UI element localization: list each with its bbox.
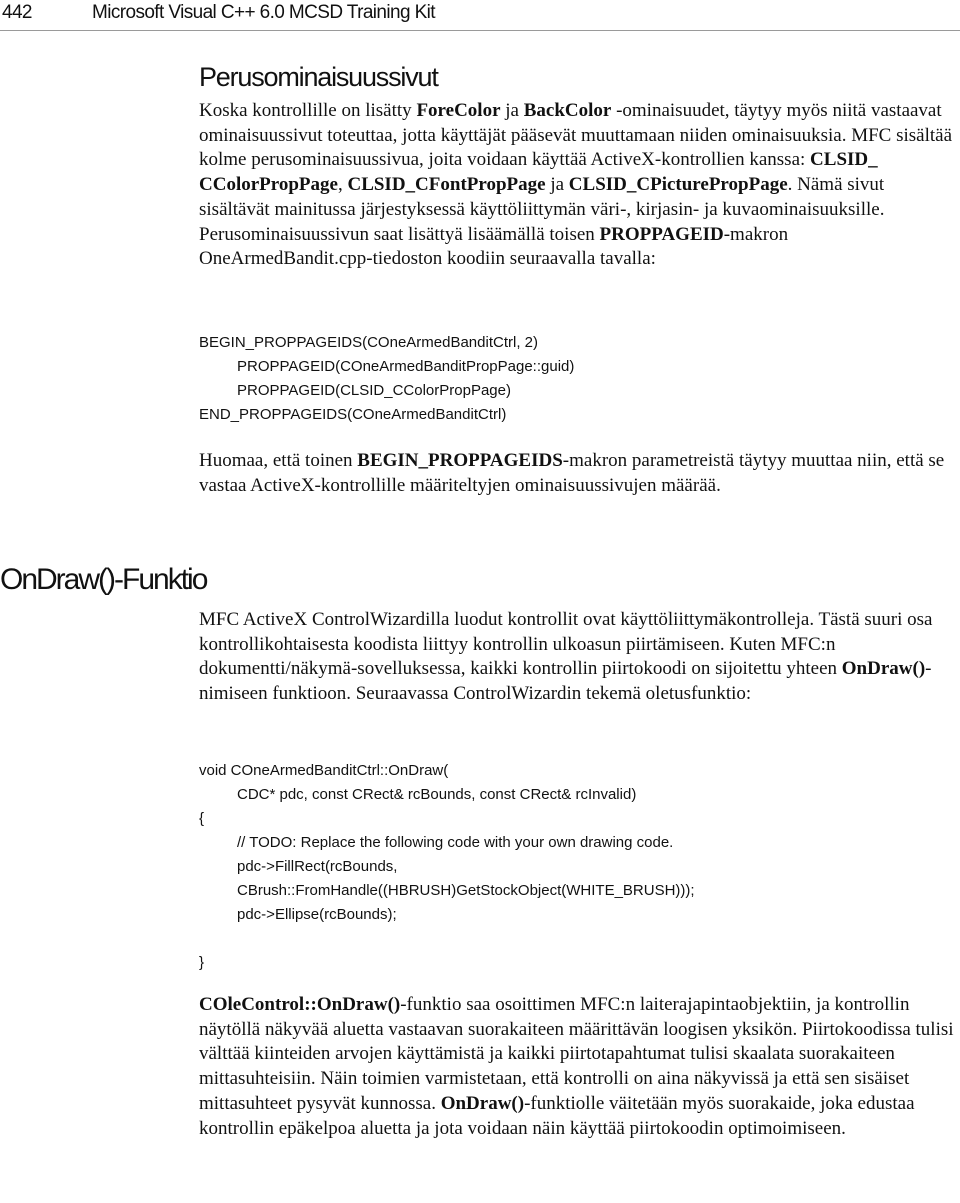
text-run: MFC ActiveX ControlWizardilla luodut kontrollit ovat käyttöliittymäkontrolleja. Tästä suuri osa kontrollikohtaisesta koodista liittyy kontrollin ulkoasun piirtämiseen. Kuten MFC:n dokumentti/näkymä-sovelluksessa, kaikki kontrollin piirtokoodi on sijoitettu yhteen <box>199 609 933 680</box>
text-run: ja <box>500 100 524 121</box>
code-line: PROPPAGEID(CLSID_CColorPropPage) <box>237 382 511 399</box>
section-heading-ondraw: OnDraw()-Funktio <box>0 563 207 596</box>
bold-term: CLSID_ CColorPropPage <box>199 149 878 196</box>
bold-term: OnDraw() <box>841 658 926 680</box>
code-block-ondraw <box>199 759 959 975</box>
bold-term: BackColor <box>523 100 612 121</box>
bold-term: CLSID_CPicturePropPage <box>568 174 788 196</box>
text-run: Koska kontrollille on lisätty <box>199 100 417 121</box>
bold-term: CLSID_CFontPropPage <box>347 174 546 196</box>
text-run: -nimiseen funktioon. Seuraavassa ControlWizardin tekemä oletusfunktio: <box>199 658 932 705</box>
text-run: Huomaa, että toinen <box>199 450 358 471</box>
running-head <box>0 0 960 30</box>
section-heading-property-pages: Perusominaisuussivut <box>199 62 438 92</box>
text-run: -ominaisuudet, täytyy myös niitä vastaavat ominaisuussivut toteuttaa, jotta käyttäjät pääsevät muuttamaan niiden ominaisuuksia. MFC sisältää kolme perusominaisuussivua, joita voidaan käyttää ActiveX-kontrollien kanssa: <box>199 100 952 171</box>
paragraph-ondraw-intro <box>199 608 959 707</box>
text-run: -funktiolle väitetään myös suorakaide, joka edustaa kontrollin epäkelpoa aluetta ja jota voidaan näin käyttää piirtokoodin optimoimiseen. <box>199 1092 915 1139</box>
paragraph-property-pages-note <box>199 449 959 498</box>
bold-term: OnDraw() <box>440 1092 525 1114</box>
text-run: -makron OneArmedBandit.cpp-tiedoston koodiin seuraavalla tavalla: <box>199 223 789 270</box>
paragraph-property-pages-intro <box>199 99 959 272</box>
code-line: { <box>199 810 205 827</box>
bold-term: BEGIN_PROPPAGEIDS <box>357 450 563 471</box>
header-rule <box>0 30 960 31</box>
text-run: -funktio saa osoittimen MFC:n laiterajapintaobjektiin, ja kontrollin näytöllä näkyvää aluetta vastaavan suorakaiteen määrittävän loogisen yksikön. Piirtokoodissa tulisi välttää kiinteiden arvojen käyttämistä ja kaikki piirtotapahtumat tulisi skaalata suorakaiteen mittasuhteisiin. Näin toimien varmistetaan, että kontrolli on aina näkyvissä ja että sen sisäiset mittasuhteet pysyvät kunnossa. <box>199 994 954 1114</box>
code-line: BEGIN_PROPPAGEIDS(COneArmedBanditCtrl, 2) <box>199 334 538 351</box>
text-run: ja <box>545 174 569 196</box>
code-line-blank <box>199 927 959 951</box>
code-line: END_PROPPAGEIDS(COneArmedBanditCtrl) <box>199 406 507 423</box>
book-title: Microsoft Visual C++ 6.0 MCSD Training Kit <box>92 2 435 23</box>
text-run: . Nämä sivut sisältävät mainitussa järjestyksessä käyttöliittymän väri-, kirjasin- ja kuvaominaisuuksille. Perusominaisuussivun saat lisättyä lisäämällä toisen <box>199 174 885 245</box>
code-line: pdc->Ellipse(rcBounds); <box>237 906 397 923</box>
code-line: PROPPAGEID(COneArmedBanditPropPage::guid) <box>237 358 575 375</box>
code-line: CDC* pdc, const CRect& rcBounds, const CRect& rcInvalid) <box>237 786 637 803</box>
code-line: pdc->FillRect(rcBounds, <box>237 858 398 875</box>
text-run: , <box>337 174 348 196</box>
paragraph-ondraw-details <box>199 993 959 1141</box>
page-number: 442 <box>2 2 32 23</box>
text-run: -makron parametreistä täytyy muuttaa niin, että se vastaa ActiveX-kontrollille määriteltyjen ominaisuussivujen määrää. <box>199 450 945 496</box>
code-line: CBrush::FromHandle((HBRUSH)GetStockObject(WHITE_BRUSH))); <box>237 882 695 899</box>
bold-term: ForeColor <box>416 100 501 121</box>
bold-term: PROPPAGEID <box>599 223 724 245</box>
code-line: void COneArmedBanditCtrl::OnDraw( <box>199 762 449 779</box>
code-block-proppageids <box>199 331 959 427</box>
code-line: // TODO: Replace the following code with your own drawing code. <box>237 834 674 851</box>
bold-term: COleControl::OnDraw() <box>199 994 401 1015</box>
code-line: } <box>199 954 205 971</box>
